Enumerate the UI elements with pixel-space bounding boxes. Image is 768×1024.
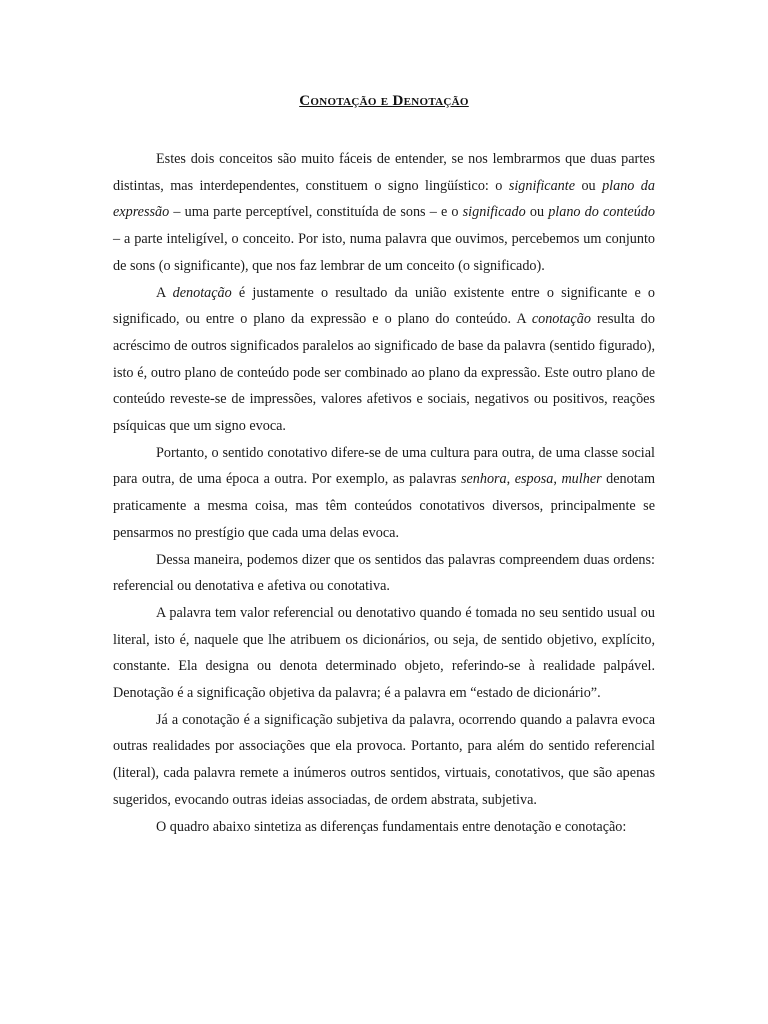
text-run: A palavra tem valor referencial ou denotativo quando é tomada no seu sentido usual ou literal, isto é, naquele que lhe atribuem os dicionários, ou seja, de sentido objetivo, explícito, constante. Ela designa ou denota determinado objeto, referindo-se à realidade palpável. Denotação é a significação objetiva da palavra; é a palavra em “estado de dicionário”. <box>113 604 655 702</box>
text-run: Estes dois conceitos são muito fáceis de entender, se nos lembrarmos que duas partes distintas, mas interdependentes, constituem o signo lingüístico: o <box>113 151 655 194</box>
paragraph <box>113 440 655 547</box>
italic-term: esposa <box>514 471 554 488</box>
italic-term: significado <box>462 204 526 221</box>
italic-term: mulher <box>561 471 602 488</box>
document-body <box>113 146 655 840</box>
text-run: , <box>506 471 515 488</box>
text-run: é justamente o resultado da união existente entre o significante e o significado, ou entre o plano da expressão e o plano do conteúdo. A <box>113 284 656 328</box>
italic-term: significante <box>508 177 576 194</box>
document-title: Conotação e Denotação <box>299 93 469 109</box>
paragraph <box>113 547 655 600</box>
italic-term: senhora <box>460 471 507 488</box>
paragraph <box>113 707 655 814</box>
text-run: – a parte inteligível, o conceito. Por isto, numa palavra que ouvimos, percebemos um conjunto de sons (o significante), que nos faz lembrar de um conceito (o significado). <box>113 231 655 274</box>
text-run: Dessa maneira, podemos dizer que os sentidos das palavras compreendem duas ordens: referencial ou denotativa e afetiva ou conotativa. <box>113 551 655 595</box>
italic-term: plano do conteúdo <box>548 204 655 221</box>
text-run: resulta do acréscimo de outros significados paralelos ao significado de base da palavra (sentido figurado), isto é, outro plano de conteúdo pode ser combinado ao plano da expressão. Este outro plano de conteúdo reveste-se de impressões, valores afetivos e sociais, negativos ou positivos, reações psíquicas que um signo evoca. <box>113 311 655 435</box>
paragraph <box>113 146 655 280</box>
paragraph <box>113 600 655 707</box>
text-run: ou <box>525 204 549 221</box>
text-run: A <box>156 284 173 301</box>
text-run: ou <box>575 177 603 194</box>
text-run: O quadro abaixo sintetiza as diferenças fundamentais entre denotação e conotação: <box>156 818 627 835</box>
text-run: Portanto, o sentido conotativo difere-se de uma cultura para outra, de uma classe social para outra, de uma época a outra. Por exemplo, as palavras <box>113 444 655 488</box>
text-run: Já a conotação é a significação subjetiva da palavra, ocorrendo quando a palavra evoca outras realidades por associações que ela provoca. Portanto, para além do sentido referencial (literal), cada palavra remete a inúmeros outros sentidos, virtuais, conotativos, que são apenas sugeridos, evocando outras ideias associadas, de ordem abstrata, subjetiva. <box>113 711 655 808</box>
text-run: – uma parte perceptível, constituída de sons – e o <box>169 204 463 221</box>
text-run: , <box>553 471 562 488</box>
italic-term: denotação <box>172 284 232 301</box>
text-run: denotam praticamente a mesma coisa, mas têm conteúdos conotativos diversos, principalmente se pensarmos no prestígio que cada uma delas evoca. <box>113 471 656 541</box>
paragraph <box>113 280 655 440</box>
italic-term: plano da expressão <box>113 177 655 221</box>
paragraph <box>113 814 655 841</box>
italic-term: conotação <box>531 311 591 328</box>
